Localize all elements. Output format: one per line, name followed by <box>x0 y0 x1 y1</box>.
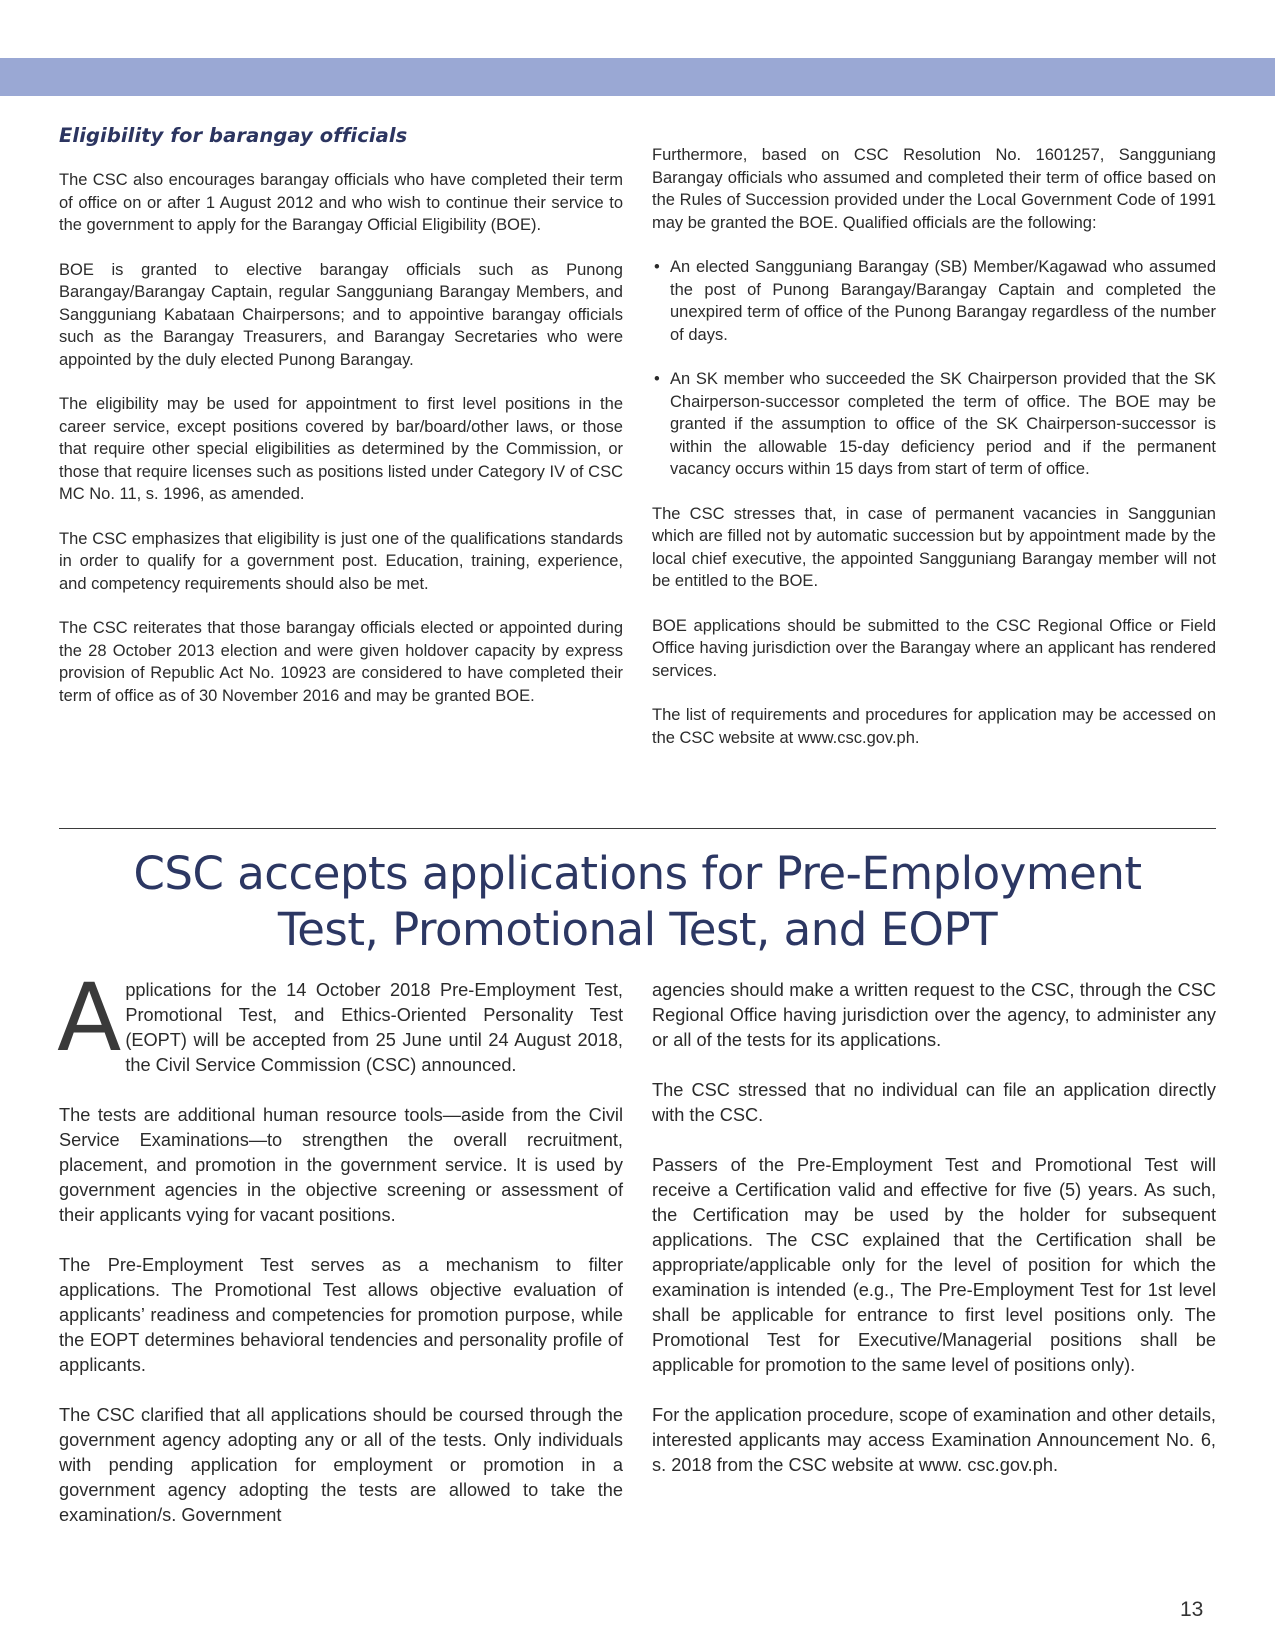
article2-right-column <box>652 978 1216 1503</box>
bullet-icon: • <box>654 370 660 388</box>
paragraph: The CSC also encourages barangay officials who have completed their term of office on or after 1 August 2012 and who wish to continue their service to the government to apply for the Barangay Official Eligibility (BOE). <box>59 171 623 234</box>
article1-left-column <box>59 124 623 729</box>
paragraph: Furthermore, based on CSC Resolution No. 1601257, Sangguniang Barangay officials who assumed and completed their term of office based on the Rules of Succession provided under the Local Government Code of 1991 may be granted the BOE. Qualified officials are the following: <box>652 146 1216 232</box>
paragraph: BOE is granted to elective barangay officials such as Punong Barangay/Barangay Captain, regular Sangguniang Barangay Members, and Sangguniang Kabataan Chairpersons; and to appointive barangay officials such as the Barangay Treasurers, and Barangay Secretaries who were appointed by the duly elected Punong Barangay. <box>59 260 623 369</box>
lead-text: pplications for the 14 October 2018 Pre-Employment Test, Promotional Test, and Ethics-Oriented Personality Test (EOPT) will be accepted from 25 June until 24 August 2018, the Civil Service Commission (CSC) announced. <box>125 980 623 1075</box>
drop-cap: A <box>57 964 122 1073</box>
section-heading: Eligibility for barangay officials <box>59 124 408 147</box>
headline-line-1: CSC accepts applications for Pre-Employment <box>133 847 1142 900</box>
list-item <box>652 368 1216 481</box>
lead-paragraph <box>57 964 623 1078</box>
paragraph: For the application procedure, scope of examination and other details, interested applicants may access Examination Announcement No. 6, s. 2018 from the CSC website at www. csc.gov.ph. <box>652 1405 1216 1475</box>
header-color-band <box>0 58 1275 96</box>
article2-left-column <box>57 964 623 1553</box>
paragraph: The CSC emphasizes that eligibility is just one of the qualifications standards in order to qualify for a government post. Education, training, experience, and competency requirements should also be met. <box>59 529 623 593</box>
paragraph: The CSC stressed that no individual can file an application directly with the CSC. <box>652 1080 1216 1125</box>
page-number: 13 <box>1180 1598 1204 1621</box>
paragraph: The list of requirements and procedures for application may be accessed on the CSC website at www.csc.gov.ph. <box>652 706 1216 747</box>
paragraph: The CSC reiterates that those barangay officials elected or appointed during the 28 October 2013 election and were given holdover capacity by express provision of Republic Act No. 10923 are considered to have completed their term of office as of 30 November 2016 and may be granted BOE. <box>59 619 623 705</box>
article2-headline <box>40 846 1235 958</box>
paragraph: agencies should make a written request to the CSC, through the CSC Regional Office having jurisdiction over the agency, to administer any or all of the tests for its applications. <box>652 980 1216 1050</box>
article1-right-column <box>652 144 1216 771</box>
list-item-text: An elected Sangguniang Barangay (SB) Member/Kagawad who assumed the post of Punong Barangay/Barangay Captain and completed the unexpired term of office of the Punong Barangay regardless of the number of days. <box>670 258 1216 344</box>
qualified-officials-list <box>652 256 1216 481</box>
paragraph: The CSC stresses that, in case of permanent vacancies in Sanggunian which are filled not by automatic succession but by appointment made by the local chief executive, the appointed Sangguniang Barangay member will not be entitled to the BOE. <box>652 504 1216 590</box>
bullet-icon: • <box>654 258 660 276</box>
list-item <box>652 256 1216 346</box>
headline-line-2: Test, Promotional Test, and EOPT <box>277 903 998 956</box>
list-item-text: An SK member who succeeded the SK Chairperson provided that the SK Chairperson-successor completed the term of office. The BOE may be granted if the assumption to office of the SK Chairperson-successor is within the allowable 15-day deficiency period and if the permanent vacancy occurs within 15 days from start of term of office. <box>670 370 1216 478</box>
paragraph: The CSC clarified that all applications should be coursed through the government agency adopting any or all of the tests. Only individuals with pending application for employment or promotion in a government agency adopting the tests are allowed to take the examination/s. Government <box>59 1405 623 1525</box>
paragraph: The tests are additional human resource tools—aside from the Civil Service Examinations—to strengthen the overall recruitment, placement, and promotion in the government service. It is used by government agencies in the objective screening or assessment of their applicants vying for vacant positions. <box>59 1105 623 1225</box>
paragraph: The eligibility may be used for appointment to first level positions in the career service, except positions covered by bar/board/other laws, or those that require other special eligibilities as determined by the Commission, or those that require licenses such as positions listed under Category IV of CSC MC No. 11, s. 1996, as amended. <box>59 395 623 503</box>
paragraph: The Pre-Employment Test serves as a mechanism to filter applications. The Promotional Test allows objective evaluation of applicants’ readiness and competencies for promotion purpose, while the EOPT determines behavioral tendencies and personality profile of applicants. <box>59 1255 623 1375</box>
section-divider <box>59 828 1216 829</box>
paragraph: BOE applications should be submitted to the CSC Regional Office or Field Office having jurisdiction over the Barangay where an applicant has rendered services. <box>652 616 1216 680</box>
paragraph: Passers of the Pre-Employment Test and Promotional Test will receive a Certification valid and effective for five (5) years. As such, the Certification may be used by the holder for subsequent applications. The CSC explained that the Certification shall be appropriate/applicable only for the level of position for which the examination is intended (e.g., The Pre-Employment Test for 1st level shall be applicable for entrance to first level positions only. The Promotional Test for Executive/Managerial positions shall be applicable for promotion to the same level of positions only). <box>652 1155 1216 1375</box>
